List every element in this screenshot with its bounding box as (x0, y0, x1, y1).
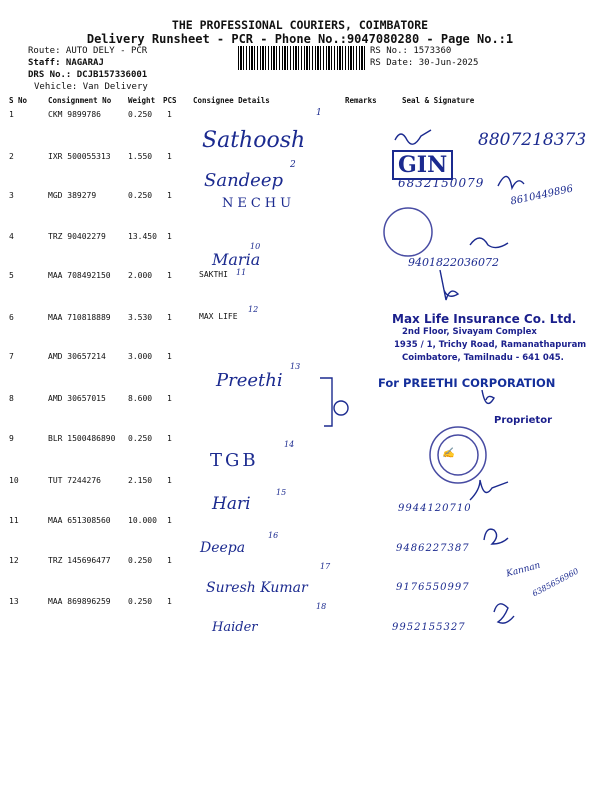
row-sno: 13 (9, 597, 19, 606)
signature-scribble (470, 480, 508, 500)
row-pcs: 1 (167, 556, 172, 565)
maxlife-stamp-line: 1935 / 1, Trichy Road, Ramanathapuram (394, 340, 587, 350)
col-consignee: Consignee Details (193, 96, 270, 105)
preethi-stamp: For PREETHI CORPORATION (378, 376, 556, 390)
row-pcs: 1 (167, 516, 172, 525)
phone-handwritten: 6385656960 (530, 566, 581, 599)
consignment-number: TRZ 145696477 (48, 556, 111, 565)
row-pcs: 1 (167, 191, 172, 200)
consignee-handwritten: Hari (212, 494, 251, 514)
consignment-number: MAA 710818889 (48, 313, 111, 322)
consignee-name: SAKTHI (199, 270, 228, 279)
row-weight: 0.250 (128, 597, 153, 606)
row-mark: 13 (290, 362, 301, 371)
circle-mark (334, 401, 348, 415)
signature-scribble (395, 130, 431, 144)
route: Route: AUTO DELY - PCR (28, 46, 148, 56)
row-sno: 12 (9, 556, 19, 565)
phone-handwritten: 8807218373 (478, 130, 587, 150)
phone-handwritten: 9952155327 (392, 622, 466, 633)
row-weight: 0.250 (128, 556, 153, 565)
row-pcs: 1 (167, 110, 172, 119)
signature-scribble (482, 390, 494, 403)
row-pcs: 1 (167, 476, 172, 485)
consignment-number: MAA 708492150 (48, 271, 111, 280)
row-mark: 11 (236, 268, 247, 277)
row-sno: 1 (9, 110, 14, 119)
row-mark: 1 (316, 108, 322, 118)
phone-handwritten: 9944120710 (398, 503, 472, 514)
staff: Staff: NAGARAJ (28, 58, 104, 68)
consignee-name: MAX LIFE (199, 312, 238, 321)
row-pcs: 1 (167, 313, 172, 322)
kannan-handwritten: Kannan (505, 560, 542, 580)
signature-scribble (498, 176, 524, 188)
maxlife-stamp-name: Max Life Insurance Co. Ltd. (392, 312, 577, 326)
consignee-handwritten: Haider (212, 620, 258, 635)
consignee-handwritten: Maria (212, 250, 261, 269)
col-sno: S No (9, 96, 28, 105)
consignment-number: MAA 651308560 (48, 516, 111, 525)
maxlife-stamp-line: 2nd Floor, Sivayam Complex (402, 327, 537, 337)
consignee-handwritten: Sathoosh (202, 128, 306, 153)
row-sno: 9 (9, 434, 14, 443)
consignee-handwritten: Deepa (200, 540, 246, 556)
col-consignment: Consignment No (48, 96, 112, 105)
row-weight: 3.000 (128, 352, 153, 361)
row-mark: 16 (268, 531, 279, 540)
row-pcs: 1 (167, 434, 172, 443)
row-sno: 5 (9, 271, 14, 280)
row-weight: 13.450 (128, 232, 157, 241)
row-mark: 12 (248, 305, 259, 314)
row-mark: 10 (250, 242, 261, 251)
rs-number: RS No.: 1573360 (370, 46, 452, 56)
col-remarks: Remarks (345, 96, 377, 105)
col-pcs: PCS (163, 96, 177, 105)
consignment-number: TUT 7244276 (48, 476, 101, 485)
row-pcs: 1 (167, 597, 172, 606)
row-pcs: 1 (167, 152, 172, 161)
phone-handwritten: 9486227387 (396, 543, 470, 554)
round-seal (384, 208, 432, 256)
col-weight: Weight (128, 96, 156, 105)
runsheet-subtitle: Delivery Runsheet - PCR - Phone No.:9047080280 - Page No.:1 (86, 32, 514, 46)
consignee-handwritten: NECHU (222, 196, 296, 211)
consignment-number: AMD 30657015 (48, 394, 106, 403)
consignment-number: MAA 869896259 (48, 597, 111, 606)
proprietor-stamp: Proprietor (494, 415, 553, 426)
row-mark: 2 (290, 160, 296, 170)
row-sno: 10 (9, 476, 19, 485)
row-mark: 15 (276, 488, 287, 497)
bracket-mark (320, 378, 332, 426)
row-pcs: 1 (167, 271, 172, 280)
consignment-number: AMD 30657214 (48, 352, 106, 361)
row-weight: 8.600 (128, 394, 153, 403)
row-weight: 0.250 (128, 110, 153, 119)
row-sno: 7 (9, 352, 14, 361)
consignment-number: BLR 1500486890 (48, 434, 116, 443)
signature-scribble (470, 238, 508, 248)
consignment-number: CKM 9899786 (48, 110, 101, 119)
row-pcs: 1 (167, 394, 172, 403)
maxlife-stamp-line: Coimbatore, Tamilnadu - 641 045. (402, 353, 564, 363)
consignment-number: MGD 389279 (48, 191, 97, 200)
row-mark: 17 (320, 562, 331, 571)
row-sno: 2 (9, 152, 14, 161)
row-mark: 14 (284, 440, 295, 449)
signature-scribble (440, 270, 458, 300)
row-mark: 18 (316, 602, 327, 611)
row-weight: 2.000 (128, 271, 153, 280)
consignment-number: IXR 500055313 (48, 152, 111, 161)
row-sno: 11 (9, 516, 19, 525)
phone-handwritten: 9401822036072 (408, 256, 499, 269)
phone-handwritten: 6832150079 (398, 176, 485, 190)
vehicle: Vehicle: Van Delivery (34, 82, 148, 92)
row-sno: 6 (9, 313, 14, 322)
row-weight: 0.250 (128, 191, 153, 200)
consignee-handwritten: Preethi (216, 370, 283, 391)
row-weight: 3.530 (128, 313, 153, 322)
consignment-number: TRZ 90402279 (48, 232, 106, 241)
gin-mark: GIN (392, 150, 453, 180)
drs-number: DRS No.: DCJB157336001 (28, 70, 148, 80)
rs-date: RS Date: 30-Jun-2025 (370, 58, 479, 68)
company-title: THE PROFESSIONAL COURIERS, COIMBATORE (171, 18, 429, 32)
signature-scribble (484, 529, 508, 544)
seal-signature: ✍ (442, 448, 455, 459)
col-seal-signature: Seal & Signature (402, 96, 475, 105)
row-weight: 2.150 (128, 476, 153, 485)
consignee-handwritten: TGB (210, 450, 259, 471)
consignee-handwritten: Suresh Kumar (206, 580, 308, 596)
consignee-handwritten: Sandeep (204, 170, 284, 191)
row-sno: 3 (9, 191, 14, 200)
row-weight: 0.250 (128, 434, 153, 443)
row-sno: 8 (9, 394, 14, 403)
phone-handwritten: 8610449896 (509, 183, 575, 208)
signature-scribble (494, 604, 514, 623)
phone-handwritten: 9176550997 (396, 582, 470, 593)
row-pcs: 1 (167, 352, 172, 361)
row-sno: 4 (9, 232, 14, 241)
row-weight: 10.000 (128, 516, 157, 525)
row-pcs: 1 (167, 232, 172, 241)
row-weight: 1.550 (128, 152, 153, 161)
